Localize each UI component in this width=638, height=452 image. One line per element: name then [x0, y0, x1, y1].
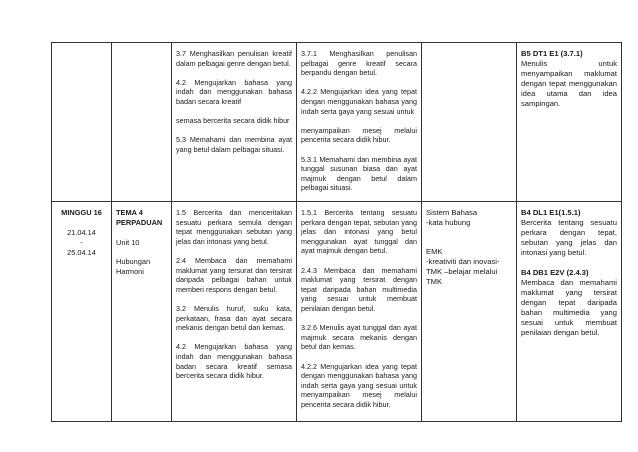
standard-item: 3.2 Menulis huruf, suku kata, perkataan, frasa dan ayat secara mekanis dengan betul dan kemas.	[176, 303, 292, 333]
emk-item: -kreativiti dan inovasi-	[426, 257, 500, 267]
learning-item: 2.4.3 Membaca dan memahami maklumat yang tersirat dengan tepat daripada bahan multimedia yang sesuai untuk membuat penilaian dengan betul.	[301, 265, 417, 313]
learning-item: menyampaikan mesej melalui pencerita secara didik hibur.	[301, 125, 417, 145]
theme-cell	[112, 202, 172, 422]
table-row	[52, 43, 622, 202]
tmk-line: TMK –belajar melalui	[426, 267, 498, 277]
lesson-plan-table	[51, 42, 622, 422]
week-date-dash: -	[80, 237, 83, 247]
standard-cell	[172, 43, 297, 202]
learning-standard-cell	[297, 43, 422, 202]
standard-item: 3.7 Menghasilkan penulisan kreatif dalam pelbagai genre dengan betul.	[176, 49, 292, 68]
learning-item: 1.5.1 Bercerita tentang sesuatu perkara dengan tepat, sebutan yang jelas dan intonasi yang betul menggunakan ayat tunggal dan ayat majmuk dengan betul.	[301, 208, 417, 256]
evidence-text: Membaca dan memahami maklumat yang tersirat dengan tepat daripada bahan multimedia yang sesuai untuk membuat penilaian dengan betul.	[521, 277, 617, 337]
emk-label: EMK	[426, 247, 443, 257]
table-row	[52, 202, 622, 422]
evidence-heading: B5 DT1 E1 (3.7.1)	[521, 49, 583, 58]
standard-item: 2.4 Membaca dan memahami maklumat yang tersurat dan tersirat daripada pelbagai bahan untuk memberi respons dengan betul.	[176, 255, 292, 294]
week-cell	[52, 202, 112, 422]
evidence-text: Menulis untuk menyampaikan maklumat dengan tepat menggunakan idea utama dan idea sampingan.	[521, 59, 617, 108]
language-system-item: -kata hubung	[426, 218, 471, 227]
learning-item: 4.2.2 Mengujarkan idea yang tepat dengan menggunakan bahasa yang indah serta gaya yang sesuai untuk menyampaikan mesej melalui pencerita secara didik hibur.	[301, 361, 417, 409]
evidence-cell	[517, 43, 622, 202]
learning-item: 5.3.1 Memahami dan membina ayat tunggal susunan biasa dan ayat majmuk dengan betul dalam pelbagai situasi.	[301, 154, 417, 193]
notes-cell	[422, 202, 517, 422]
learning-item: 3.2.6 Menulis ayat tunggal dan ayat majmuk secara mekanis dengan betul dan kemas.	[301, 323, 417, 352]
standard-item: 4.2 Mengujarkan bahasa yang indah dan menggunakan bahasa badan secara kreatif	[176, 77, 292, 106]
language-system-title: Sistem Bahasa	[426, 208, 478, 217]
week-label: MINGGU 16	[61, 208, 102, 217]
week-date-end: 25.04.14	[67, 247, 96, 257]
week-cell-empty	[52, 43, 112, 202]
notes-cell-empty	[422, 43, 517, 202]
evidence-heading: B4 DB1 E2V (2.4.3)	[521, 267, 589, 277]
standard-item: semasa bercerita secara didik hibur	[176, 116, 290, 126]
learning-item: 4.2.2 Mengujarkan idea yang tepat dengan menggunakan bahasa yang indah serta gaya yang sesuai untuk	[301, 87, 417, 116]
standard-item: 1.5 Bercerita dan menceritakan sesuatu perkara semula dengan tepat menggunakan sebutan yang jelas dan intonasi yang betul.	[176, 208, 292, 246]
learning-standard-cell	[297, 202, 422, 422]
standard-cell	[172, 202, 297, 422]
unit-title: Hubungan Harmoni	[116, 257, 151, 277]
tmk-line: TMK	[426, 277, 443, 287]
evidence-text: Bercerita tentang sesuatu perkara dengan tepat, sebutan yang jelas dan intonasi yang betul.	[521, 218, 617, 257]
standard-item: 5.3 Memahami dan membina ayat yang betul dalam pelbagai situasi.	[176, 135, 292, 154]
theme-cell-empty	[112, 43, 172, 202]
learning-item: 3.7.1 Menghasilkan penulisan pelbagai genre kreatif secara berpandu dengan betul.	[301, 49, 417, 78]
evidence-heading: B4 DL1 E1(1.5.1)	[521, 208, 581, 217]
evidence-cell	[517, 202, 622, 422]
unit-number: Unit 10	[116, 237, 140, 247]
standard-item: 4.2 Mengujarkan bahasa yang indah dan menggunakan bahasa badan secara kreatif semasa bercerita secara didik hibur.	[176, 342, 292, 381]
week-date-start: 21.04.14	[67, 227, 96, 237]
theme-title: TEMA 4 PERPADUAN	[116, 208, 163, 227]
